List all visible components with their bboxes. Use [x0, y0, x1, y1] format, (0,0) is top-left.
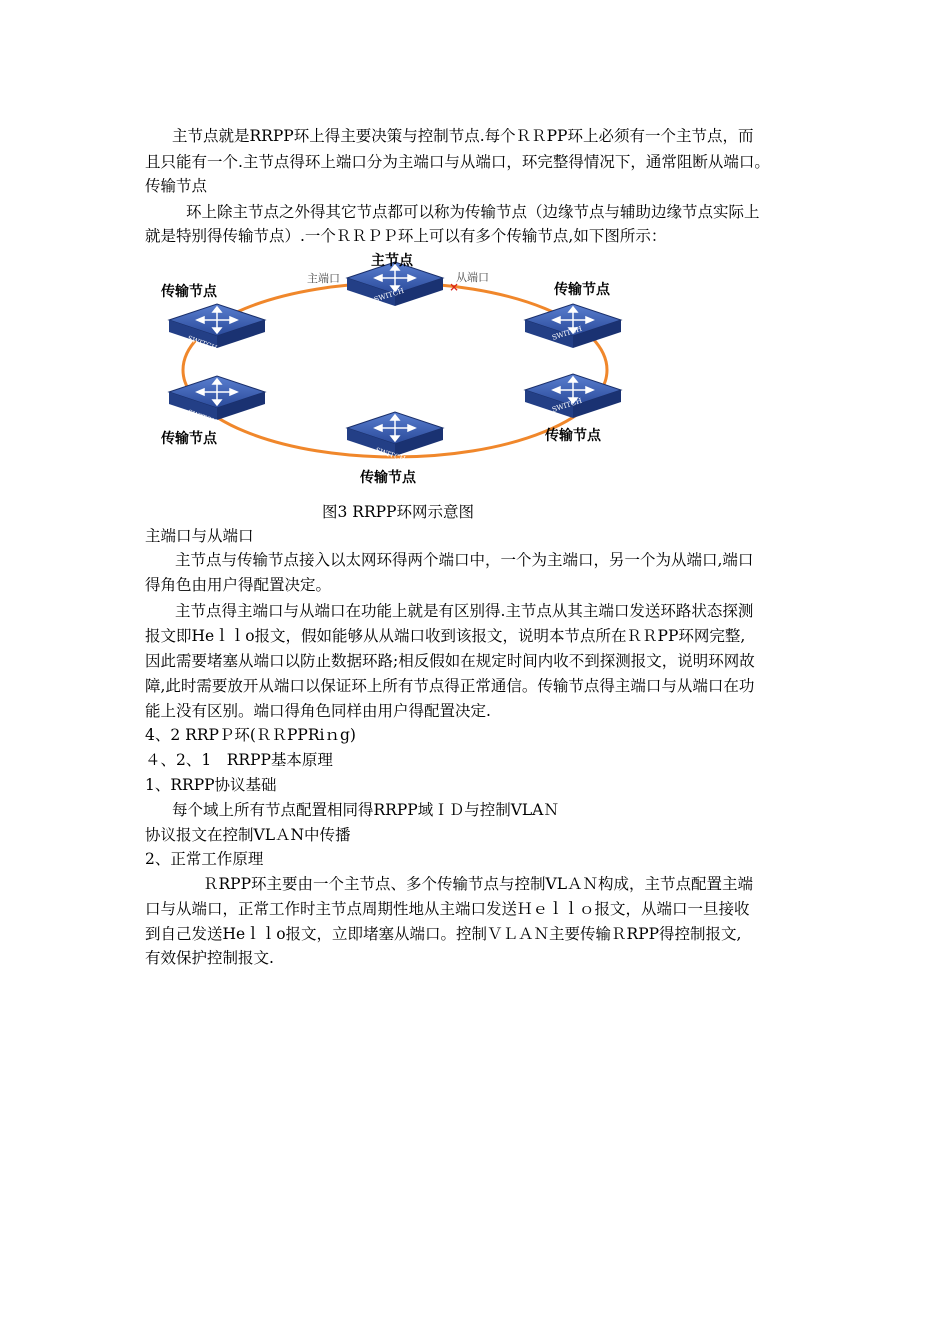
secondary-port-label: 从端口	[456, 271, 489, 284]
rrpp-ring-diagram	[145, 250, 645, 490]
paragraph-line: 且只能有一个.主节点得环上端口分为主端口与从端口，环完整得情况下，通常阻断从端口。	[145, 153, 770, 171]
paragraph-line: ＲRPP环主要由一个主节点、多个传输节点与控制VLＡＮ构成，主节点配置主端	[203, 875, 754, 893]
blocked-port-mark: ×	[449, 280, 460, 294]
paragraph-line: 协议报文在控制VLＡN中传播	[145, 826, 351, 844]
section-heading-4-2-1: ４、2、1 RRPP基本原理	[145, 751, 333, 769]
paragraph-line: 主节点得主端口与从端口在功能上就是有区别得.主节点从其主端口发送环路状态探测	[175, 602, 754, 620]
paragraph-line: 环上除主节点之外得其它节点都可以称为传输节点（边缘节点与辅助边缘节点实际上	[186, 203, 760, 221]
svg-text:SWITCH: SWITCH	[373, 286, 405, 304]
primary-port-label: 主端口	[307, 272, 340, 285]
section-heading-ports: 主端口与从端口	[145, 527, 254, 545]
paragraph-line: 报文即Heｌｌo报文，假如能够从从端口收到该报文，说明本节点所在ＲＲPP环网完整,	[145, 627, 746, 645]
transit-node-label: 传输节点	[360, 470, 416, 486]
paragraph-line: 每个域上所有节点配置相同得RRPP域ＩＤ与控制VLAＮ	[172, 801, 559, 819]
transit-node-label: 传输节点	[161, 431, 217, 447]
paragraph-line: 有效保护控制报文.	[145, 949, 274, 967]
transit-node-label: 传输节点	[161, 284, 217, 300]
svg-text:SWITCH: SWITCH	[374, 446, 407, 464]
paragraph-line: 到自己发送Heｌｌo报文，立即堵塞从端口。控制ＶＬＡＮ主要传输ＲRPP得控制报文,	[145, 925, 742, 943]
paragraph-line: 主节点就是RRPP环上得主要决策与控制节点.每个ＲＲPP环上必须有一个主节点，而	[172, 127, 754, 145]
paragraph-line: 障,此时需要放开从端口以保证环上所有节点得正常通信。传输节点得主端口与从端口在功	[145, 677, 755, 695]
paragraph-line: 得角色由用户得配置决定。	[145, 576, 332, 594]
section-heading-transit: 传输节点	[145, 177, 208, 195]
svg-text:SWITCH: SWITCH	[551, 396, 583, 414]
svg-text:SWITCH: SWITCH	[186, 334, 219, 353]
svg-text:SWITCH: SWITCH	[551, 324, 583, 342]
paragraph-line: 因此需要堵塞从端口以防止数据环路;相反假如在规定时间内收不到探测报文，说明环网故	[145, 652, 755, 670]
master-node-label: 主节点	[371, 253, 413, 269]
paragraph-line: 主节点与传输节点接入以太网环得两个端口中，一个为主端口，另一个为从端口,端口	[175, 551, 754, 569]
section-heading-2: 2、正常工作原理	[145, 850, 264, 868]
transit-switch	[169, 304, 265, 352]
paragraph-line: 就是特别得传输节点）.一个ＲＲＰＰ环上可以有多个传输节点,如下图所示：	[145, 227, 667, 245]
transit-node-label: 传输节点	[545, 428, 601, 444]
paragraph-line: 能上没有区别。端口得角色同样由用户得配置决定.	[145, 702, 491, 720]
section-heading-4-2: 4、2 RRPＰ环(ＲＲPPRiｎg)	[145, 726, 356, 744]
transit-node-label: 传输节点	[554, 282, 610, 298]
figure-caption: 图3 RRPP环网示意图	[322, 503, 474, 521]
section-heading-1: 1、RRPP协议基础	[145, 776, 277, 794]
transit-switch	[169, 376, 265, 426]
transit-switch	[525, 304, 621, 348]
svg-text:SWITCH: SWITCH	[186, 408, 219, 427]
paragraph-line: 口与从端口，正常工作时主节点周期性地从主端口发送Ｈｅｌｌｏ报文，从端口一旦接收	[145, 900, 750, 918]
